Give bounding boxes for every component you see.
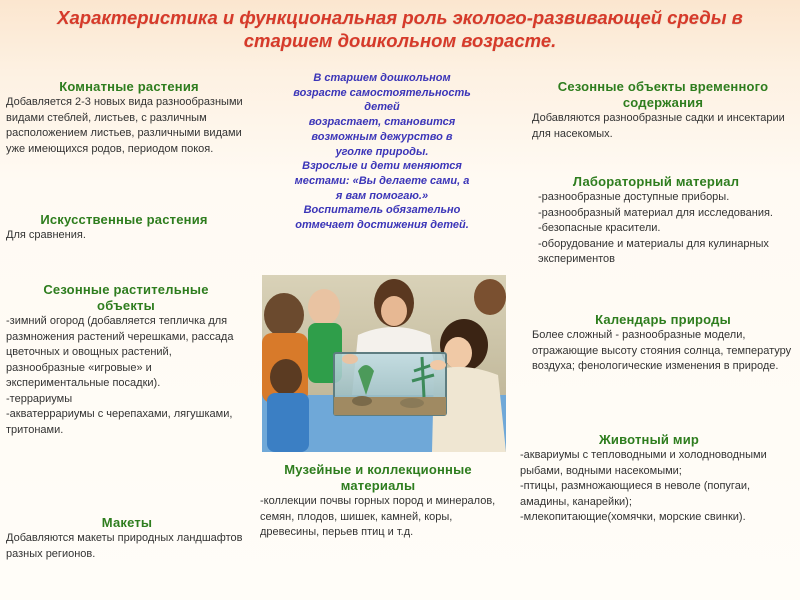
center-line: возрастает, становится xyxy=(308,116,456,129)
calendar-section xyxy=(532,312,794,375)
models-heading: Макеты xyxy=(101,515,153,530)
houseplants-section xyxy=(6,79,252,157)
lab-item: -безопасные красители. xyxy=(538,222,661,234)
animals-item: -млекопитающие(хомячки, морские свинки). xyxy=(520,511,746,523)
museum-heading: Музейные и коллекционные материалы xyxy=(284,462,472,493)
seasonal-temp-text: Добавляются разнообразные садки и инсектарии для насекомых. xyxy=(532,112,785,140)
animals-item: -аквариумы с тепловодными и холодноводными рыбами, водными насекомыми; xyxy=(520,449,767,477)
lab-item: -разнообразные доступные приборы. xyxy=(538,191,730,203)
museum-section xyxy=(260,462,496,541)
animals-section xyxy=(520,432,778,526)
center-line: уголке природы. xyxy=(335,145,429,158)
center-line: Воспитатель обязательно xyxy=(303,204,461,217)
center-line: В старшем дошкольном xyxy=(313,72,451,84)
seasonal-temp-section xyxy=(532,79,794,142)
houseplants-text: Добавляется 2-3 новых вида разнообразными видами стеблей, листьев, с различным расположением листьев, различными видами уже имеющихся родов, периодом покоя. xyxy=(6,96,243,155)
models-text: Добавляются макеты природных ландшафтов разных регионов. xyxy=(6,532,243,560)
classroom-photo xyxy=(262,275,506,452)
museum-item: -коллекции почвы горных пород и минералов, семян, плодов, шишек, камней, коры, древесины, перьев птиц и т.д. xyxy=(260,495,496,538)
animals-item: -птицы, размножающиеся в неволе (попугаи, амадины, канарейки); xyxy=(520,480,751,508)
artificial-plants-heading: Искусственные растения xyxy=(40,212,208,227)
museum-list xyxy=(260,494,496,541)
lab-heading: Лабораторный материал xyxy=(572,174,740,189)
lab-item: -оборудование и материалы для кулинарных экспериментов xyxy=(538,237,769,265)
animals-heading: Животный мир xyxy=(598,432,700,447)
seasonal-plants-heading: Сезонные растительные объекты xyxy=(43,282,209,313)
artificial-plants-section xyxy=(6,212,242,244)
animals-list xyxy=(520,448,778,526)
seasonal-plants-list xyxy=(6,314,246,438)
seasonal-temp-heading: Сезонные объекты временного содержания xyxy=(557,79,769,110)
calendar-heading: Календарь природы xyxy=(595,312,731,327)
seasonal-plants-item: -зимний огород (добавляется тепличка для размножения растений черешками, рассада цветочных и овощных растений, разнообразные «игровые» и экспериментальные посадки). xyxy=(6,315,234,389)
center-line: возможным дежурство в xyxy=(311,130,453,143)
seasonal-plants-item: -акватеррариумы с черепахами, лягушками, тритонами. xyxy=(6,408,233,436)
artificial-plants-text: Для сравнения. xyxy=(6,229,86,241)
seasonal-plants-section xyxy=(6,282,246,438)
center-paragraph xyxy=(264,71,500,233)
slide-title: Характеристика и функциональная роль эколого-развивающей среды в старшем дошкольном возрасте. xyxy=(57,7,743,51)
center-line: я вам помогаю.» xyxy=(335,189,429,202)
center-line: местами: «Вы делаете сами, а xyxy=(294,174,470,187)
lab-item: -разнообразный материал для исследования. xyxy=(538,206,773,219)
center-line: Взрослые и дети меняются xyxy=(302,160,462,173)
houseplants-heading: Комнатные растения xyxy=(59,79,199,94)
models-section xyxy=(6,515,248,562)
center-line: детей xyxy=(364,101,400,114)
lab-list xyxy=(538,190,774,268)
center-line: возрасте самостоятельность xyxy=(293,86,471,99)
lab-section xyxy=(538,174,774,268)
seasonal-plants-item: -террариумы xyxy=(6,392,73,405)
center-line: отмечает достижения детей. xyxy=(295,219,469,232)
calendar-text: Более сложный - разнообразные модели, отражающие высоту стояния солнца, температуру воздуха; фенологические изменения в природе. xyxy=(532,329,792,372)
